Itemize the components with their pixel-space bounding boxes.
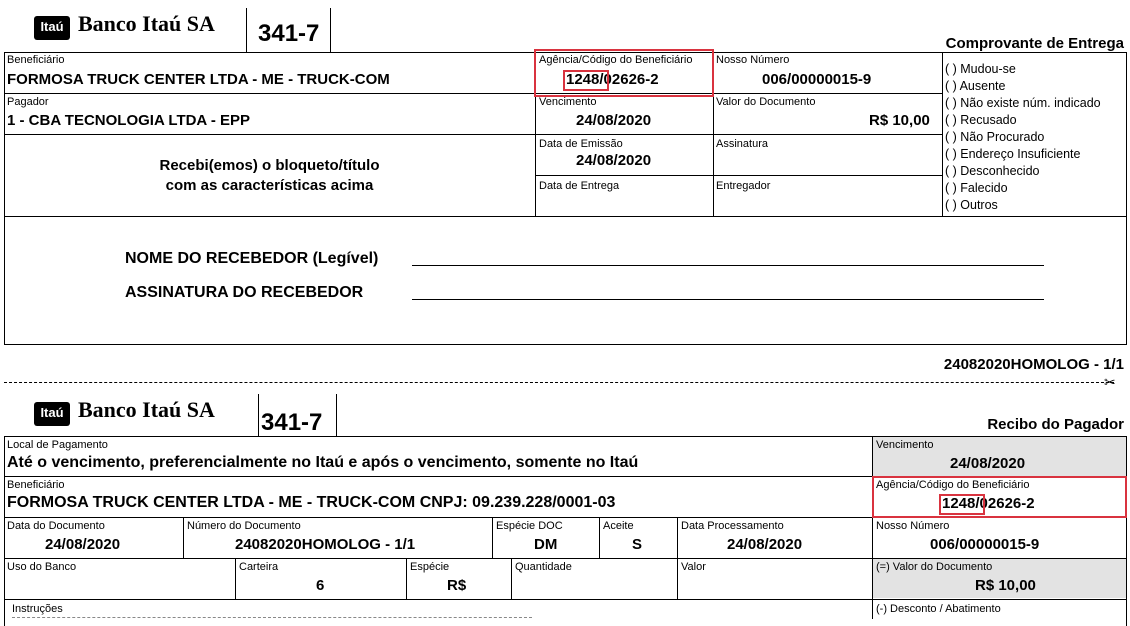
aceite-label: Aceite [603,520,634,532]
agencia-label: Agência/Código do Beneficiário [539,54,693,66]
agencia-highlight [534,49,714,97]
header-divider [336,394,337,437]
data-processamento-label: Data Processamento [681,520,784,532]
local-pagamento-value: Até o vencimento, preferencialmente no Itaú e após o vencimento, somente no Itaú [7,454,639,471]
option-falecido: ( ) Falecido [945,181,1008,195]
assinatura-label: Assinatura [716,138,768,150]
data-emissao-value: 24/08/2020 [576,152,652,169]
numero-documento-value: 24082020HOMOLOG - 1/1 [235,536,416,553]
scissors-icon: ✂ [1104,374,1116,390]
agencia-prefix-highlight [563,70,609,91]
carteira-label: Carteira [239,561,279,573]
data-documento-label: Data do Documento [7,520,105,532]
carteira-value: 6 [316,577,325,594]
pagador-value: 1 - CBA TECNOLOGIA LTDA - EPP [7,112,251,129]
option-outros: ( ) Outros [945,198,998,212]
valor-documento-label: Valor do Documento [716,96,816,108]
bank-name: Banco Itaú SA [78,11,215,36]
data-documento-value: 24/08/2020 [45,536,121,553]
entregador-label: Entregador [716,180,771,192]
bank-code: 341-7 [261,409,323,436]
numero-documento-label: Número do Documento [187,520,301,532]
itau-logo: Itaú [34,16,70,40]
data-entrega-label: Data de Entrega [539,180,620,192]
header-divider [246,8,247,52]
beneficiario-label: Beneficiário [7,479,65,491]
agencia-prefix: 1248 [942,495,976,512]
option-desconhecido: ( ) Desconhecido [945,164,1040,178]
beneficiario-value: FORMOSA TRUCK CENTER LTDA - ME - TRUCK-COM CNPJ: 09.239.228/0001-03 [7,494,616,511]
nome-recebedor-label: NOME DO RECEBEDOR (Legível) [125,250,379,267]
data-processamento-value: 24/08/2020 [727,536,803,553]
instrucoes-dashed-line [12,617,532,618]
nosso-numero-value: 006/00000015-9 [930,536,1040,553]
itau-logo: Itaú [34,402,70,426]
especie-doc-value: DM [534,536,558,553]
assinatura-recebedor-line [412,299,1044,300]
valor-documento-label: (=) Valor do Documento [876,561,993,573]
vencimento-value: 24/08/2020 [950,455,1026,472]
especie-label: Espécie [410,561,450,573]
option-ausente: ( ) Ausente [945,79,1006,93]
valor-label: Valor [681,561,706,573]
data-emissao-label: Data de Emissão [539,138,623,150]
desconto-label: (-) Desconto / Abatimento [876,603,1001,615]
nosso-numero-value: 006/00000015-9 [762,71,872,88]
nosso-numero-label: Nosso Número [716,54,790,66]
recibo-heading: Recibo do Pagador [987,416,1124,433]
delivery-options [945,61,1101,214]
beneficiario-label: Beneficiário [7,54,65,66]
especie-doc-label: Espécie DOC [496,520,563,532]
agencia-prefix-highlight [939,494,985,515]
agencia-highlight [872,476,1127,518]
agencia-label: Agência/Código do Beneficiário [876,479,1030,491]
comprovante-heading: Comprovante de Entrega [945,35,1124,52]
header-divider [330,8,331,52]
agencia-suffix: /02626-2 [599,71,659,88]
nome-recebedor-line [412,265,1044,266]
especie-value: R$ [447,577,467,594]
option-mudou-se: ( ) Mudou-se [945,62,1016,76]
cut-line [4,382,1114,383]
local-pagamento-label: Local de Pagamento [7,439,108,451]
assinatura-recebedor-label: ASSINATURA DO RECEBEDOR [125,284,364,301]
recebi-line-2: com as características acima [165,177,374,194]
instrucoes-label: Instruções [12,603,63,615]
recebi-line-1: Recebi(emos) o bloqueto/título [159,157,380,174]
quantidade-label: Quantidade [515,561,572,573]
vencimento-value: 24/08/2020 [576,112,652,129]
option-nao-procurado: ( ) Não Procurado [945,130,1045,144]
valor-documento-value: R$ 10,00 [975,577,1036,594]
agencia-prefix: 1248 [566,71,600,88]
option-nao-existe: ( ) Não existe núm. indicado [945,96,1101,110]
footer-reference: 24082020HOMOLOG - 1/1 [943,356,1124,373]
bank-code: 341-7 [258,20,320,47]
uso-banco-label: Uso do Banco [7,561,77,573]
agencia-suffix: /02626-2 [975,495,1035,512]
aceite-value: S [632,536,643,553]
nosso-numero-label: Nosso Número [876,520,950,532]
vencimento-label: Vencimento [876,439,934,451]
vencimento-label: Vencimento [539,96,597,108]
option-recusado: ( ) Recusado [945,113,1017,127]
beneficiario-value: FORMOSA TRUCK CENTER LTDA - ME - TRUCK-COM [7,71,390,88]
option-endereco-insuficiente: ( ) Endereço Insuficiente [945,147,1081,161]
header-divider [258,394,259,437]
bank-name: Banco Itaú SA [78,397,215,422]
valor-documento-value: R$ 10,00 [869,112,930,129]
pagador-label: Pagador [7,96,49,108]
